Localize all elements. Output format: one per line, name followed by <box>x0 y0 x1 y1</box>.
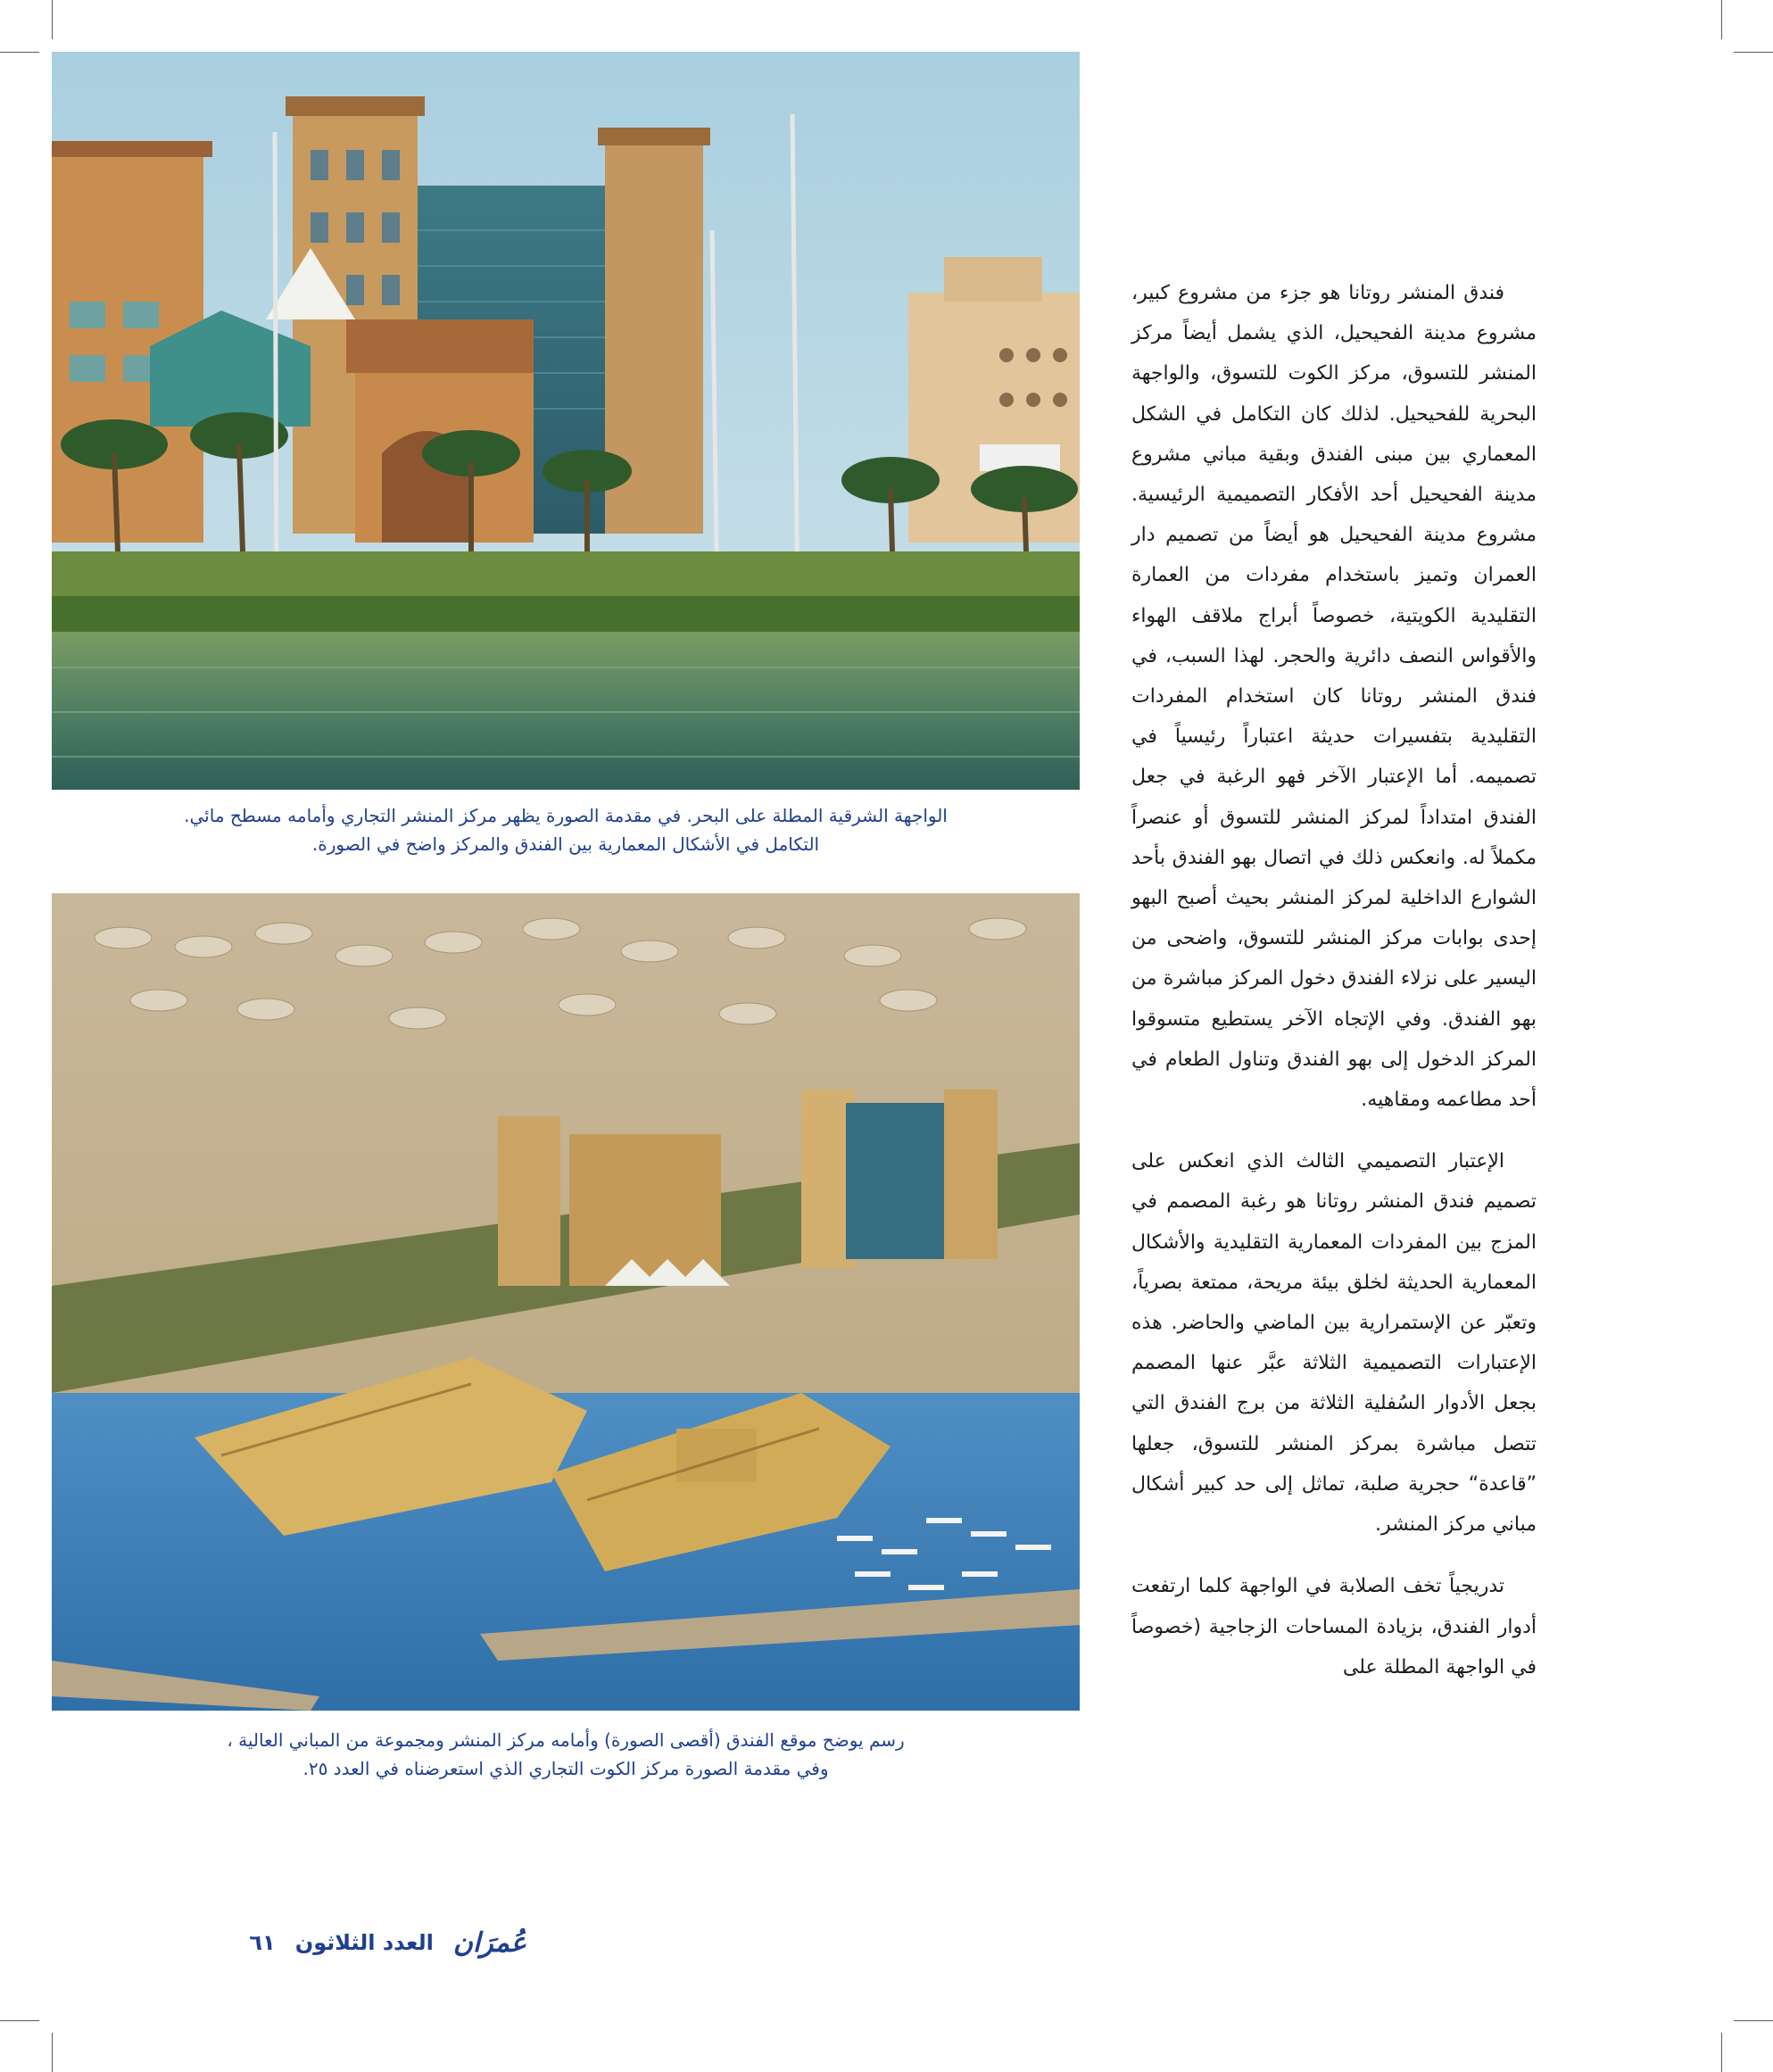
page-footer <box>223 1923 526 1962</box>
caption-line: رسم يوضح موقع الفندق (أقصى الصورة) وأمامه مركز المنشر ومجموعة من المباني العالية ، <box>227 1729 905 1751</box>
bottom-photo-caption <box>52 1726 1080 1783</box>
article-paragraph: الإعتبار التصميمي الثالث الذي انعكس على تصميم فندق المنشر روتانا هو رغبة المصمم في المزج بين المفردات المعمارية التقليدية والأشكال المعمارية الحديثة لخلق بيئة مريحة، ممتعة بصرياً، وتعبّر عن الإستمرارية بين الماضي والحاضر. هذه الإعتبارات التصميمية الثلاثة عبَّر عنها المصمم بجعل الأدوار السُفلية الثلاثة من برج الفندق التي تتصل مباشرة بمركز المنشر للتسوق، جعلها ”قاعدة“ حجرية صلبة، تماثل إلى حد كبير أشكال مباني مركز المنشر. <box>1131 1150 1537 1537</box>
crop-mark <box>1734 52 1773 53</box>
article-column <box>1131 273 1537 1709</box>
site-aerial-rendering <box>52 893 1080 1711</box>
caption-line: الواجهة الشرقية المطلة على البحر. في مقدمة الصورة يظهر مركز المنشر التجاري وأمامه مسطح مائي. <box>184 805 948 826</box>
hotel-facade-photo <box>52 52 1080 790</box>
page-number: ٦١ <box>249 1930 276 1955</box>
caption-line: التكامل في الأشكال المعمارية بين الفندق والمركز واضح في الصورة. <box>311 833 820 855</box>
crop-mark <box>0 2020 39 2021</box>
magazine-logo: عُمرَان <box>452 1927 526 1959</box>
article-paragraph: تدريجياً تخف الصلابة في الواجهة كلما ارتفعت أدوار الفندق، بزيادة المساحات الزجاجية (خصوصاً في الواجهة المطلة على <box>1131 1575 1537 1678</box>
crop-mark <box>52 0 53 39</box>
caption-line: وفي مقدمة الصورة مركز الكوت التجاري الذي استعرضناه في العدد ٢٥. <box>302 1758 829 1779</box>
crop-mark <box>0 52 39 53</box>
crop-mark <box>1721 2033 1722 2072</box>
top-photo-caption <box>52 801 1080 858</box>
crop-mark <box>1734 2020 1773 2021</box>
crop-mark <box>1721 0 1722 39</box>
issue-label: العدد الثلاثون <box>294 1930 434 1955</box>
crop-mark <box>52 2033 53 2072</box>
article-paragraph: فندق المنشر روتانا هو جزء من مشروع كبير، مشروع مدينة الفحيحيل، الذي يشمل أيضاً مركز المنشر للتسوق، مركز الكوت للتسوق، والواجهة البحرية للفحيحيل. لذلك كان التكامل في الشكل المعماري بين مبنى الفندق وبقية مباني مشروع مدينة الفحيحيل أحد الأفكار التصميمية الرئيسية. مشروع مدينة الفحيحيل هو أيضاً من تصميم دار العمران وتميز باستخدام مفردات من العمارة التقليدية الكويتية، خصوصاً أبراج ملاقف الهواء والأقواس النصف دائرية والحجر. لهذا السبب، في فندق المنشر روتانا كان استخدام المفردات التقليدية بتفسيرات حديثة اعتباراً رئيسياً في تصميمه. أما الإعتبار الآخر فهو الرغبة في جعل الفندق امتداداً لمركز المنشر للتسوق أو عنصراً مكملاً له. وانعكس ذلك في اتصال بهو الفندق بأحد الشوارع الداخلية لمركز المنشر بحيث أصبح البهو إحدى بوابات مركز المنشر للتسوق، واضحى من اليسير على نزلاء الفندق دخول المركز مباشرة من بهو الفندق. وفي الإتجاه الآخر يستطيع متسوقوا المركز الدخول إلى بهو الفندق وتناول الطعام في أحد مطاعمه ومقاهيه. <box>1131 282 1537 1112</box>
